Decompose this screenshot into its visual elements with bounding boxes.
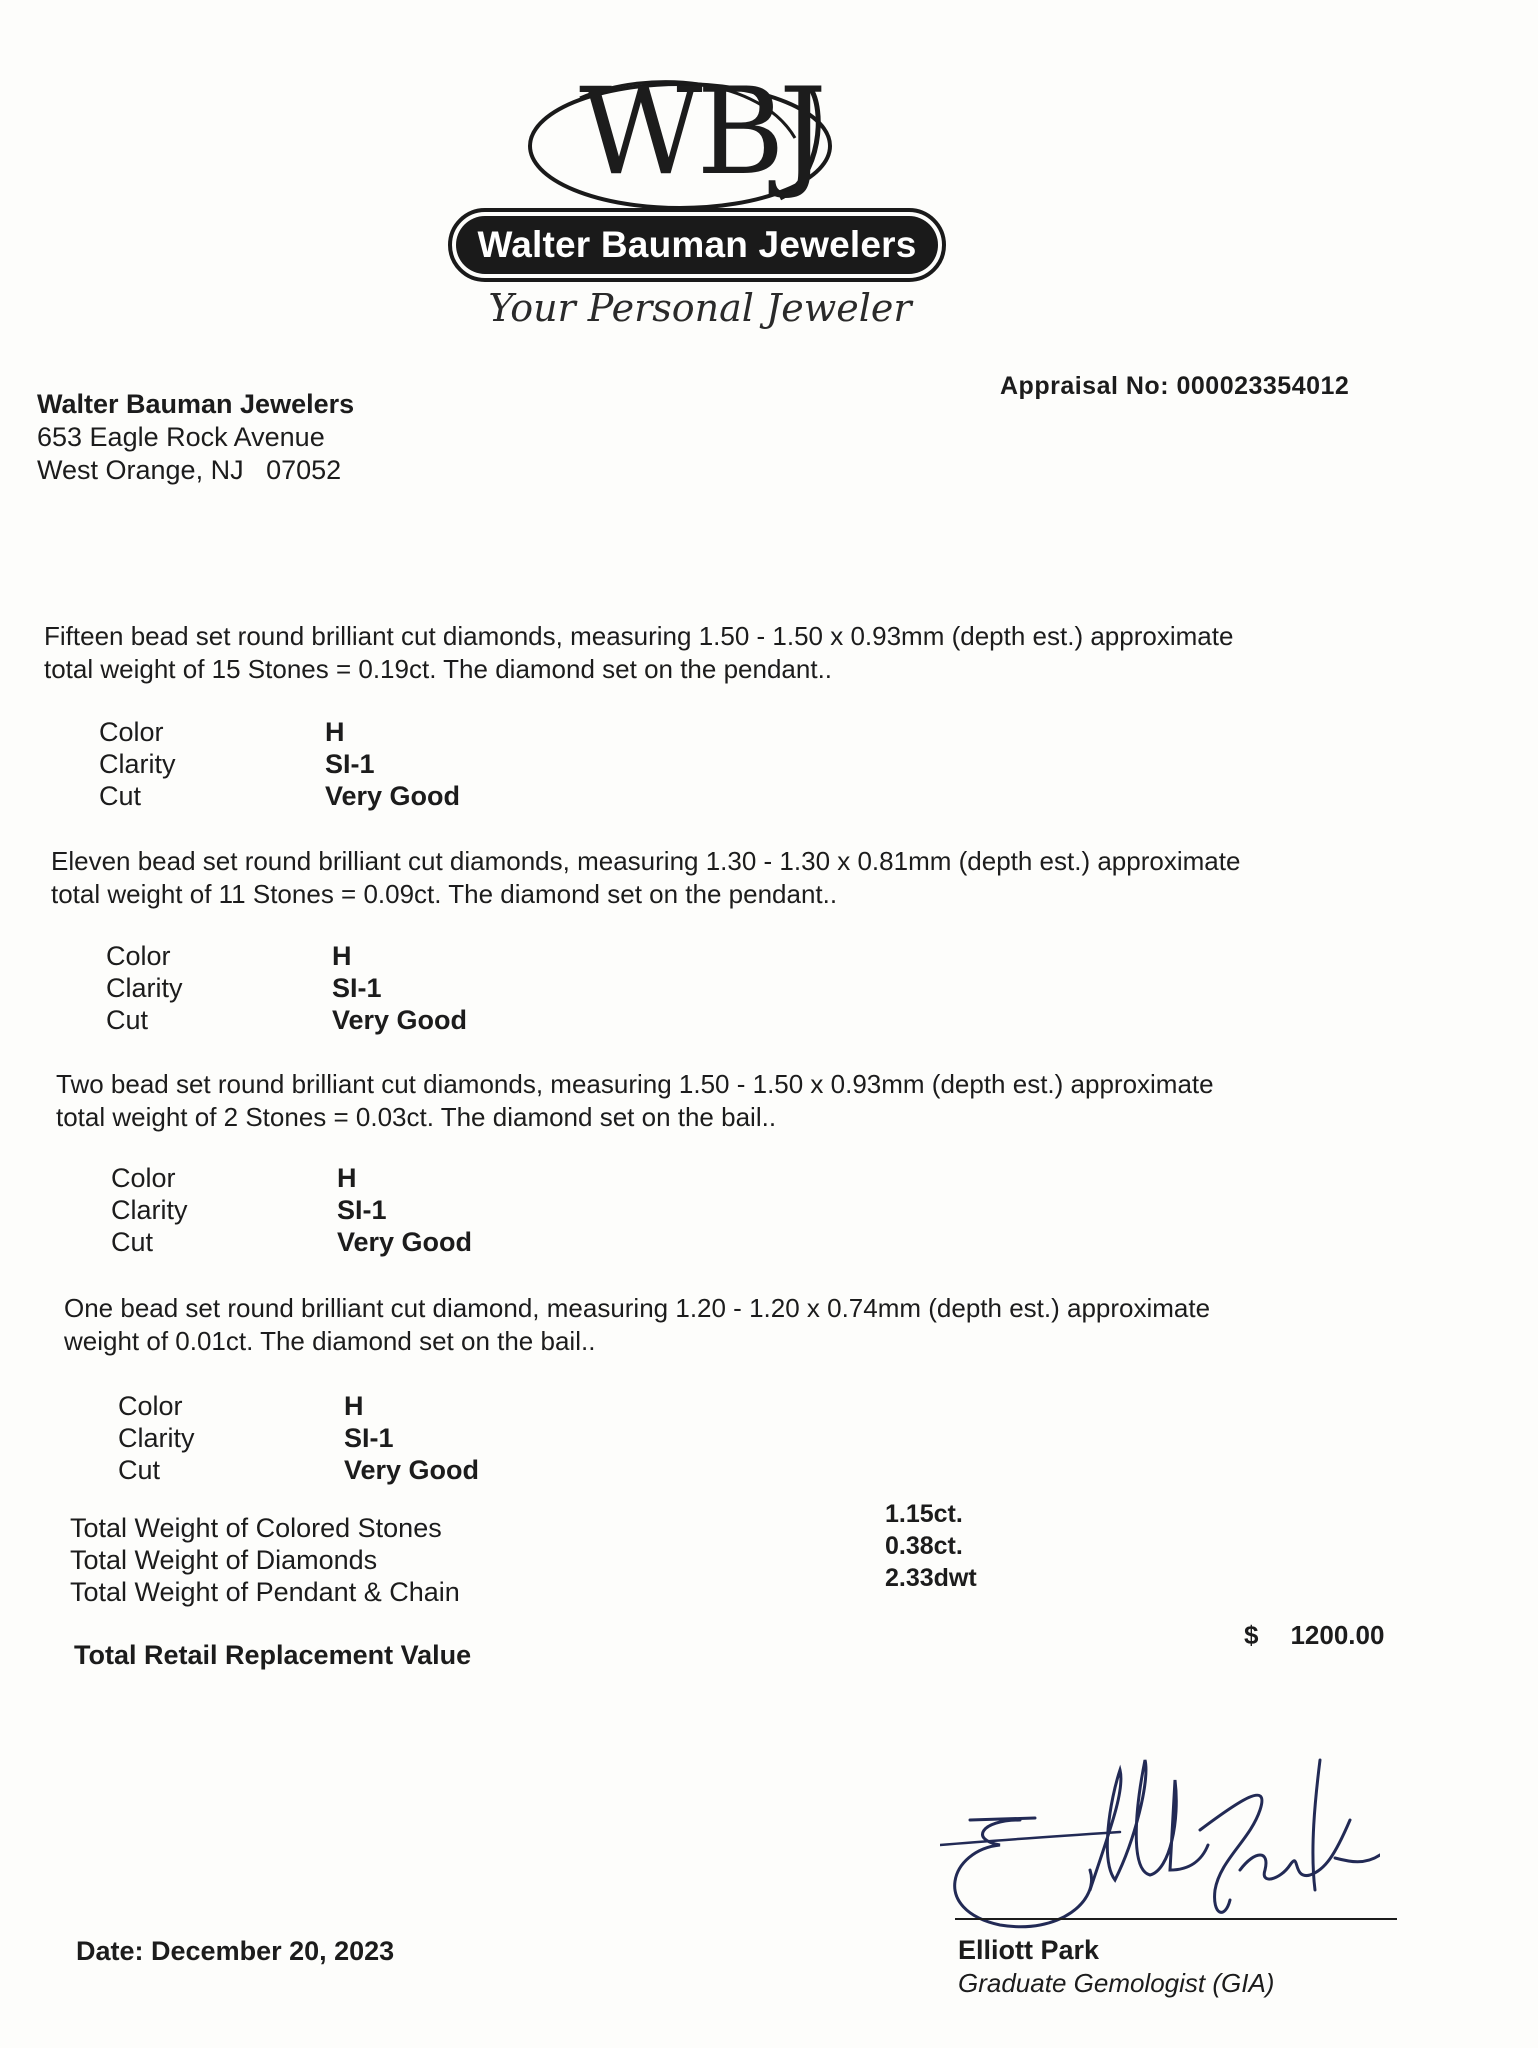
weight-totals-values <box>885 1498 977 1594</box>
description-line: total weight of 11 Stones = 0.09ct. The diamond set on the pendant.. <box>51 879 838 909</box>
company-logo <box>430 58 970 348</box>
spec-label-clarity: Clarity <box>111 1195 188 1225</box>
spec-value-color: H <box>325 717 345 747</box>
item-description <box>51 845 1341 911</box>
store-name: Walter Bauman Jewelers <box>37 389 355 419</box>
brand-banner <box>448 208 946 282</box>
spec-value-cut: Very Good <box>337 1227 473 1257</box>
description-line: weight of 0.01ct. The diamond set on the bail.. <box>64 1326 596 1356</box>
retail-value-label: Total Retail Replacement Value <box>74 1640 472 1670</box>
spec-value-cut: Very Good <box>344 1455 480 1485</box>
signer-title: Graduate Gemologist (GIA) <box>958 1968 1275 1998</box>
description-line: total weight of 15 Stones = 0.19ct. The diamond set on the pendant.. <box>44 654 833 684</box>
date-label: Date: <box>76 1936 144 1966</box>
retail-value <box>1244 1620 1384 1651</box>
total-pendant-chain-value: 2.33dwt <box>885 1564 977 1592</box>
signature-line <box>955 1918 1397 1920</box>
spec-label-cut: Cut <box>111 1227 154 1257</box>
address-line-2: West Orange, NJ 07052 <box>37 455 342 485</box>
spec-value-color: H <box>337 1163 357 1193</box>
brand-tagline: Your Personal Jeweler <box>488 286 912 330</box>
item-description <box>44 620 1334 686</box>
retail-amount: 1200.00 <box>1290 1620 1385 1650</box>
appraisal-date <box>76 1936 394 1967</box>
spec-label-color: Color <box>99 717 164 747</box>
signer-name: Elliott Park <box>958 1935 1100 1965</box>
description-line: One bead set round brilliant cut diamond, measuring 1.20 - 1.20 x 0.74mm (depth est.) approximate <box>64 1293 1211 1323</box>
spec-value-color: H <box>332 941 352 971</box>
total-colored-stones-label: Total Weight of Colored Stones <box>70 1513 442 1543</box>
spec-label-clarity: Clarity <box>106 973 183 1003</box>
spec-label-cut: Cut <box>99 781 142 811</box>
appraisal-number <box>1000 372 1349 401</box>
brand-name: Walter Bauman Jewelers <box>456 216 938 274</box>
spec-value-clarity: SI-1 <box>325 749 375 779</box>
total-diamonds-value: 0.38ct. <box>885 1532 963 1560</box>
item-specs <box>118 1390 479 1486</box>
spec-label-cut: Cut <box>118 1455 161 1485</box>
appraisal-number-label: Appraisal No: <box>1000 372 1170 400</box>
spec-value-clarity: SI-1 <box>344 1423 394 1453</box>
spec-value-cut: Very Good <box>332 1005 468 1035</box>
signature-image <box>940 1740 1380 1940</box>
spec-value-clarity: SI-1 <box>337 1195 387 1225</box>
currency-symbol: $ <box>1244 1620 1259 1650</box>
spec-value-clarity: SI-1 <box>332 973 382 1003</box>
total-diamonds-label: Total Weight of Diamonds <box>70 1545 378 1575</box>
item-specs <box>111 1162 472 1258</box>
appraisal-number-value: 000023354012 <box>1176 372 1350 400</box>
description-line: Eleven bead set round brilliant cut diamonds, measuring 1.30 - 1.30 x 0.81mm (depth est.) approximate <box>51 846 1241 876</box>
spec-label-clarity: Clarity <box>99 749 176 779</box>
spec-label-color: Color <box>118 1391 183 1421</box>
item-specs <box>106 940 467 1036</box>
store-address <box>37 388 354 487</box>
item-description <box>64 1292 1354 1358</box>
item-specs <box>99 716 460 812</box>
monogram-text: WBJ <box>579 63 821 202</box>
description-line: Two bead set round brilliant cut diamonds, measuring 1.50 - 1.50 x 0.93mm (depth est.) approximate <box>56 1069 1214 1099</box>
spec-value-color: H <box>344 1391 364 1421</box>
spec-label-clarity: Clarity <box>118 1423 195 1453</box>
item-description <box>56 1068 1346 1134</box>
spec-label-cut: Cut <box>106 1005 149 1035</box>
spec-label-color: Color <box>106 941 171 971</box>
total-colored-stones-value: 1.15ct. <box>885 1500 963 1528</box>
spec-value-cut: Very Good <box>325 781 461 811</box>
description-line: total weight of 2 Stones = 0.03ct. The diamond set on the bail.. <box>56 1102 777 1132</box>
description-line: Fifteen bead set round brilliant cut diamonds, measuring 1.50 - 1.50 x 0.93mm (depth est.) approximate <box>44 621 1234 651</box>
spec-label-color: Color <box>111 1163 176 1193</box>
total-pendant-chain-label: Total Weight of Pendant & Chain <box>70 1577 460 1607</box>
address-line-1: 653 Eagle Rock Avenue <box>37 422 325 452</box>
weight-totals-labels <box>70 1512 460 1608</box>
date-value: December 20, 2023 <box>151 1936 395 1966</box>
